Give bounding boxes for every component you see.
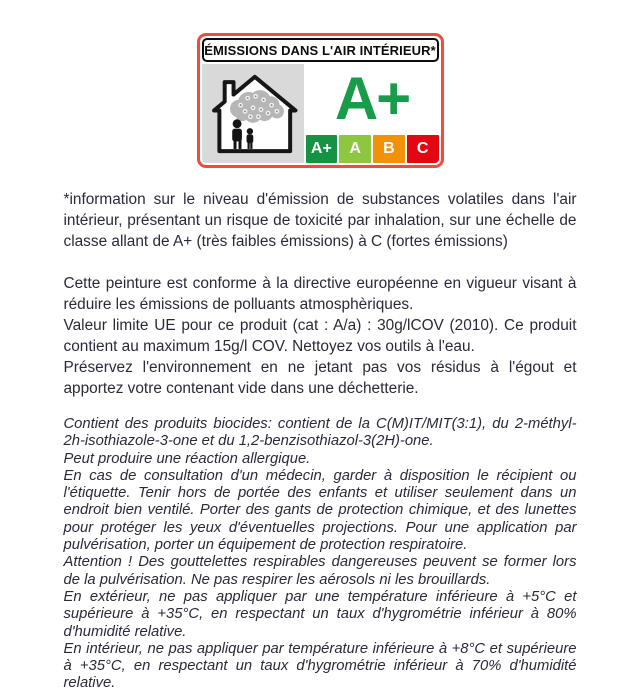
regulatory-paragraphs [64, 273, 577, 399]
house-panel [202, 64, 304, 163]
footnote-paragraph: *information sur le niveau d'émission de substances volatiles dans l'air intérieur, présentant un risque de toxicité par inhalation, sur une échelle de classe allant de A+ (très faibles émissions) à C (fortes émissions) [63, 191, 577, 250]
scale-cell-a: A [339, 135, 371, 163]
warning-biocides: Contient des produits biocides: contient de la C(M)IT/MIT(3:1), du 2-méthyl-2h-isothiazole-3-one et du 1,2-benzisothiazol-3(2H)-one. [63, 416, 577, 450]
label-text-block [64, 189, 577, 693]
paragraph-environment: Préservez l'environnement en ne jetant pas vos résidus à l'égout et apportez votre contenant vide dans une déchetterie. [63, 359, 577, 397]
warning-droplets: Attention ! Des gouttelettes respirables dangereuses peuvent se former lors de la pulvérisation. Ne pas respirer les aérosols ni les brouillards. [63, 554, 577, 588]
warning-allergy: Peut produire une réaction allergique. [63, 450, 311, 467]
paragraph-voc-limit: Valeur limite UE pour ce produit (cat : A/a) : 30g/lCOV (2010). Ce produit contient au maximum 15g/l COV. Nettoyez vos outils à l'eau. [63, 317, 577, 355]
warning-precautions: En cas de consultation d'un médecin, garder à disposition le récipient ou l'étiquette. Tenir hors de portée des enfants et utiliser seulement dans un endroit bien ventilé. Porter des gants de protection chimique, et des lunettes pour protéger les yeux d'éventuelles projections. Pour une application par pulvérisation, porter un équipement de protection respiratoire. [63, 467, 577, 554]
indoor-air-emissions-label [197, 33, 444, 168]
label-body [202, 64, 439, 163]
emission-scale [306, 135, 439, 163]
rating-panel [304, 64, 439, 163]
scale-cell-b: B [373, 135, 405, 163]
warning-exterior-temp: En extérieur, ne pas appliquer par une température inférieure à +5°C et supérieure à +35°C, en respectant un taux d'hygrométrie inférieur à 80% d'humidité relative. [63, 588, 577, 640]
scale-cell-a-plus: A+ [306, 135, 338, 163]
safety-warnings [64, 416, 577, 693]
warning-interior-temp: En intérieur, ne pas appliquer par température inférieure à +8°C et supérieure à +35°C, en respectant un taux d'hygrométrie inférieur à 70% d'humidité relative. [63, 640, 577, 692]
scale-cell-c: C [407, 135, 439, 163]
paragraph-directive: Cette peinture est conforme à la directive européenne en vigueur visant à réduire les émissions de polluants atmosphèriques. [63, 275, 577, 313]
paint-label-page [0, 33, 640, 692]
label-title: ÉMISSIONS DANS L'AIR INTÉRIEUR* [202, 38, 439, 62]
house-emission-icon [207, 70, 299, 158]
emission-grade-value: A+ [334, 64, 410, 132]
